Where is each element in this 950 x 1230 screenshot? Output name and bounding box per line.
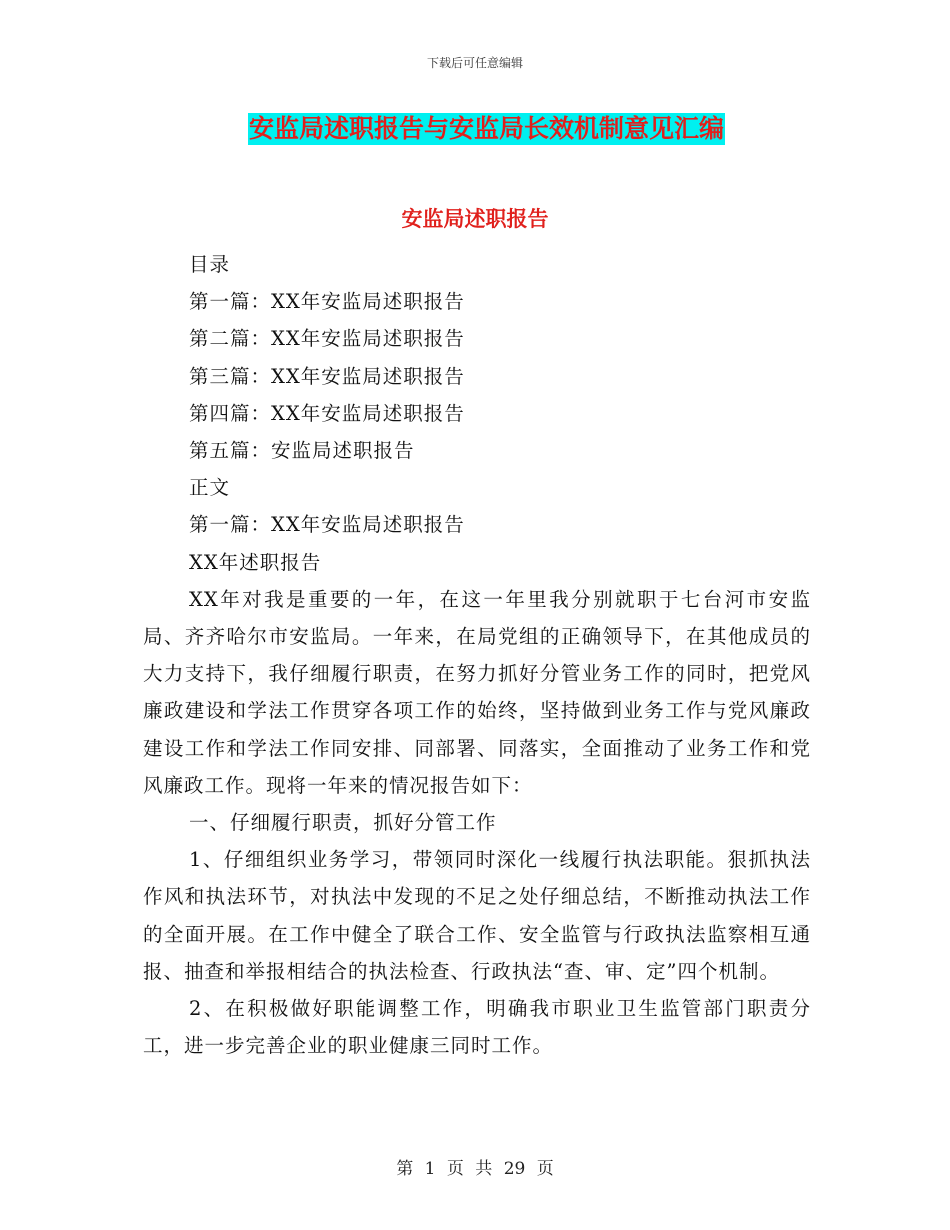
toc-item-1: 第一篇：XX年安监局述职报告 xyxy=(189,290,465,314)
body-heading: 正文 xyxy=(189,476,231,500)
chapter-title: 第一篇：XX年安监局述职报告 xyxy=(189,513,465,537)
header-note: 下载后可任意编辑 xyxy=(426,56,523,70)
intro-paragraph: XX年对我是重要的一年，在这一年里我分别就职于七台河市安监局、齐齐哈尔市安监局。一年来，在局党组的正确领导下，在其他成员的大力支持下，我仔细履行职责，在努力抓好分管业务工作的同时，把党风廉政建设和学法工作贯穿各项工作的始终，坚持做到业务工作与党风廉政建设工作和学法工作同安排、同部署、同落实，全面推动了业务工作和党风廉政工作。现将一年来的情况报告如下： xyxy=(143,587,811,797)
section-title: 安监局述职报告 xyxy=(401,206,549,231)
toc-item-2: 第二篇：XX年安监局述职报告 xyxy=(189,327,465,351)
page-number: 第 1 页 共 29 页 xyxy=(396,1159,554,1179)
point-two-paragraph: 2、在积极做好职能调整工作，明确我市职业卫生监管部门职责分工，进一步完善企业的职业健康三同时工作。 xyxy=(143,997,811,1058)
toc-item-5: 第五篇：安监局述职报告 xyxy=(189,439,415,463)
section-one-heading: 一、仔细履行职责，抓好分管工作 xyxy=(189,811,497,835)
report-title: XX年述职报告 xyxy=(189,550,322,574)
toc-item-4: 第四篇：XX年安监局述职报告 xyxy=(189,401,465,425)
toc-item-3: 第三篇：XX年安监局述职报告 xyxy=(189,364,465,388)
point-one-paragraph: 1、仔细组织业务学习，带领同时深化一线履行执法职能。狠抓执法作风和执法环节，对执法中发现的不足之处仔细总结，不断推动执法工作的全面开展。在工作中健全了联合工作、安全监管与行政执法监察相互通报、抽查和举报相结合的执法检查、行政执法“查、审、定”四个机制。 xyxy=(143,848,811,983)
document-main-title: 安监局述职报告与安监局长效机制意见汇编 xyxy=(249,114,725,143)
toc-heading: 目录 xyxy=(189,253,231,276)
document-body xyxy=(143,246,811,1064)
